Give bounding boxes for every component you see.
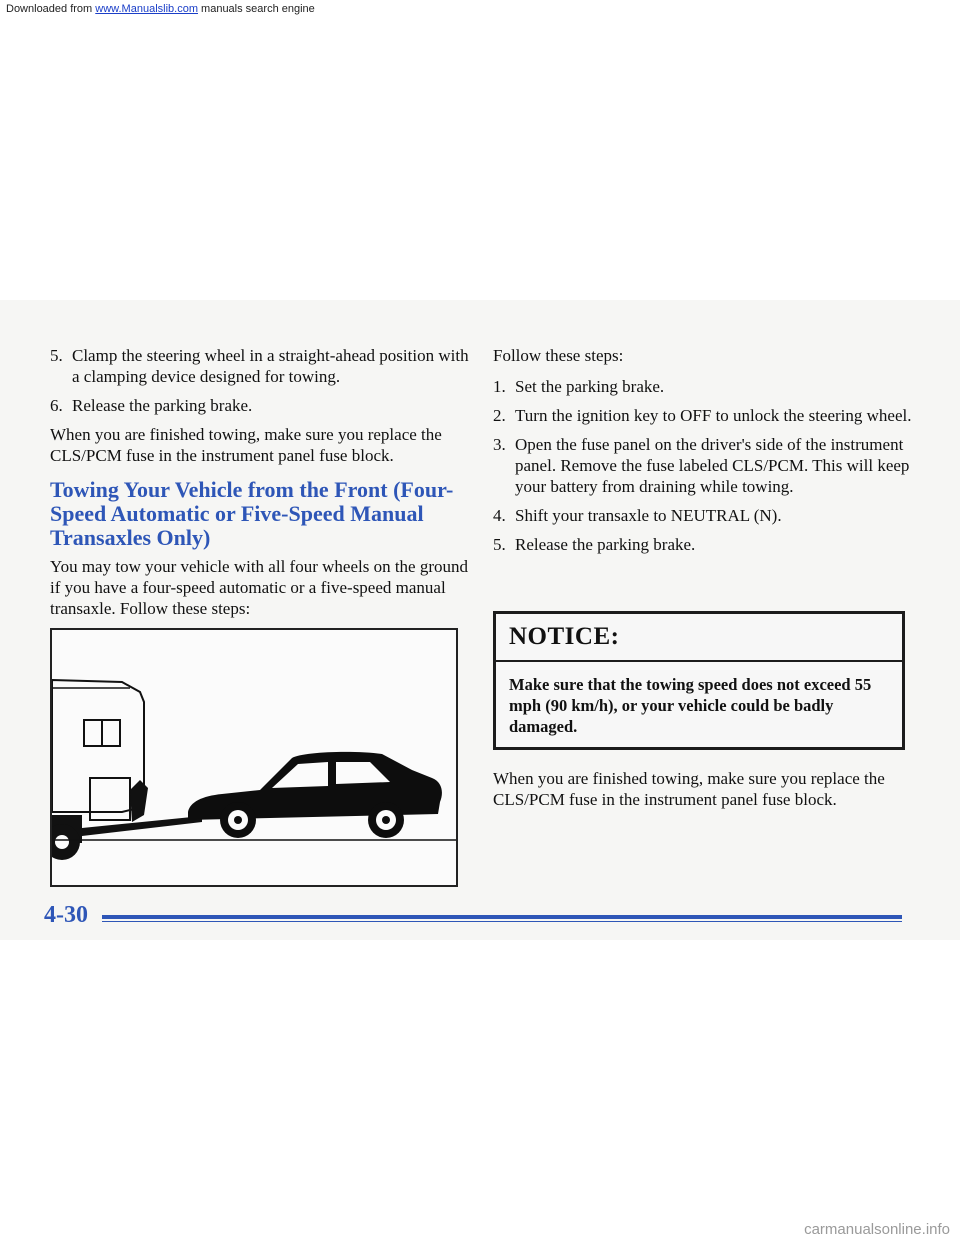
notice-box [493, 611, 905, 750]
footer-rule [102, 915, 902, 919]
paragraph: Follow these steps: [493, 346, 624, 365]
paragraph: When you are finished towing, make sure you replace the CLS/PCM fuse in the instrument panel fuse block. [50, 425, 442, 465]
download-notice: Downloaded from www.Manualslib.com manuals search engine [6, 3, 315, 15]
tow-truck-and-car-image [52, 630, 456, 885]
list-item: 1. Set the parking brake. [493, 377, 665, 396]
notice-body: Make sure that the towing speed does not exceed 55 mph (90 km/h), or your vehicle could be badly damaged. [509, 675, 872, 736]
list-item: 5. Clamp the steering wheel in a straight-ahead position with a clamping device designed for towing. [50, 346, 469, 386]
left-column [50, 345, 470, 629]
page-number: 4-30 [44, 902, 88, 928]
footer-rule-thin [102, 921, 902, 922]
list-item: 2. Turn the ignition key to OFF to unlock the steering wheel. [493, 406, 912, 425]
manualslib-link[interactable]: www.Manualslib.com [95, 3, 198, 15]
closing-paragraph: When you are finished towing, make sure you replace the CLS/PCM fuse in the instrument panel fuse block. [493, 769, 885, 809]
list-item: 5. Release the parking brake. [493, 535, 696, 554]
list-item: 6. Release the parking brake. [50, 396, 253, 415]
list-item: 3. Open the fuse panel on the driver's side of the instrument panel. Remove the fuse labeled CLS/PCM. This will keep your battery from draining while towing. [493, 435, 910, 496]
site-watermark: carmanualsonline.info [804, 1221, 950, 1238]
notice-title: NOTICE: [496, 614, 902, 662]
paragraph: You may tow your vehicle with all four wheels on the ground if you have a four-speed automatic or a five-speed manual transaxle. Follow these steps: [50, 557, 469, 618]
right-column [493, 345, 913, 563]
towing-illustration [50, 628, 458, 887]
list-item: 4. Shift your transaxle to NEUTRAL (N). [493, 506, 782, 525]
section-heading: Towing Your Vehicle from the Front (Four-Speed Automatic or Five-Speed Manual Transaxles Only) [50, 477, 454, 550]
